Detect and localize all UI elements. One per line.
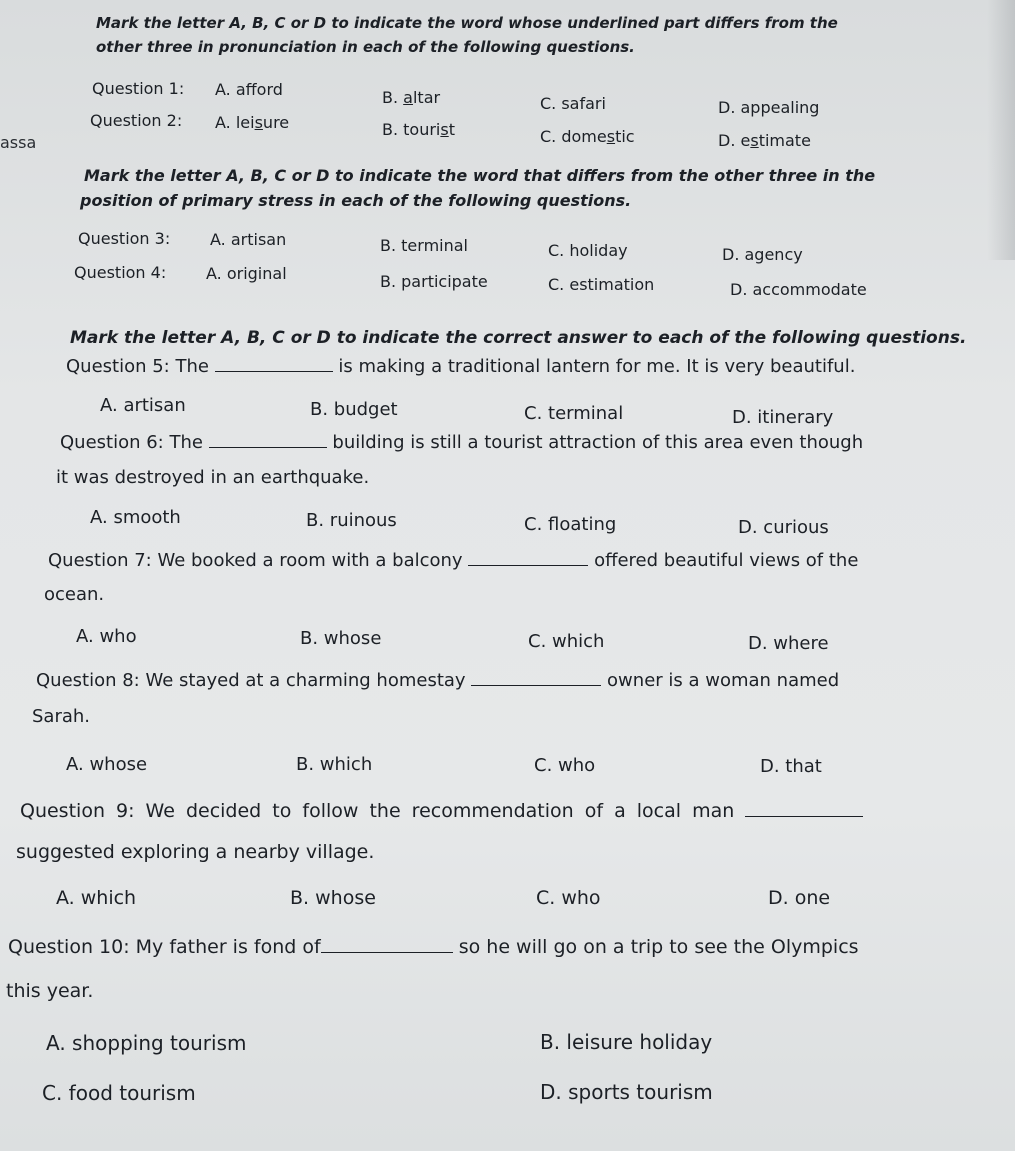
q3-option-c: C. holiday [548, 241, 628, 260]
question-9-stem: Question 9: We decided to follow the recommendation of a local man [20, 800, 863, 822]
q2-option-b: B. tourist [382, 120, 455, 139]
instruction-pronunciation-line2: other three in pronunciation in each of the following questions. [96, 38, 635, 56]
q7-option-b: B. whose [300, 628, 382, 649]
q10-option-c: C. food tourism [42, 1081, 196, 1105]
q10-option-d: D. sports tourism [540, 1080, 713, 1104]
q7-option-a: A. who [76, 626, 137, 647]
q8-option-d: D. that [760, 756, 822, 777]
q5-option-b: B. budget [310, 399, 398, 420]
instruction-stress-line2: position of primary stress in each of the following questions. [80, 191, 632, 210]
q6-option-c: C. floating [524, 514, 617, 535]
question-4-label: Question 4: [74, 263, 167, 282]
q9-option-d: D. one [768, 887, 831, 909]
question-6-stem: Question 6: The building is still a tourist attraction of this area even though [60, 432, 864, 453]
question-10-line2: this year. [6, 980, 94, 1002]
q3-option-b: B. terminal [380, 236, 468, 255]
question-7-line2: ocean. [44, 584, 105, 605]
question-1-label: Question 1: [92, 79, 185, 98]
q9-option-b: B. whose [290, 887, 376, 909]
q2-option-a: A. leisure [215, 113, 290, 132]
q5-option-d: D. itinerary [732, 407, 834, 428]
question-6-line2: it was destroyed in an earthquake. [56, 467, 370, 488]
question-7-stem: Question 7: We booked a room with a balcony offered beautiful views of the [48, 550, 859, 571]
q1-option-c: C. safari [540, 94, 606, 113]
question-8-stem: Question 8: We stayed at a charming homestay owner is a woman named [36, 670, 840, 691]
instruction-pronunciation-line1: Mark the letter A, B, C or D to indicate the word whose underlined part differs from the [96, 14, 838, 32]
q5-option-a: A. artisan [100, 395, 186, 416]
q9-option-c: C. who [536, 887, 601, 909]
q10-blank [321, 938, 453, 953]
q6-blank [209, 433, 327, 448]
q9-option-a: A. which [56, 887, 137, 909]
q8-option-b: B. which [296, 754, 373, 775]
q4-option-c: C. estimation [548, 275, 655, 294]
q4-option-b: B. participate [380, 272, 488, 291]
q8-option-a: A. whose [66, 754, 148, 775]
q6-option-d: D. curious [738, 517, 829, 538]
question-2-label: Question 2: [90, 111, 183, 130]
q10-option-a: A. shopping tourism [46, 1031, 247, 1055]
q3-option-a: A. artisan [210, 230, 287, 249]
question-3-label: Question 3: [78, 229, 171, 248]
q1-option-b: B. altar [382, 88, 441, 107]
q6-option-a: A. smooth [90, 507, 181, 528]
q1-option-d: D. appealing [718, 98, 820, 117]
q4-option-a: A. original [206, 264, 287, 283]
instruction-correct-answer: Mark the letter A, B, C or D to indicate the correct answer to each of the following questions. [70, 328, 967, 348]
q9-blank [745, 802, 863, 817]
q8-blank [471, 671, 601, 686]
q3-option-d: D. agency [722, 245, 803, 264]
q1-option-a: A. afford [215, 80, 283, 99]
q5-option-c: C. terminal [524, 403, 624, 424]
q2-option-d: D. estimate [718, 131, 811, 150]
question-9-line2: suggested exploring a nearby village. [16, 841, 375, 863]
q4-option-d: D. accommodate [730, 280, 867, 299]
q2-option-c: C. domestic [540, 127, 635, 146]
instruction-stress-line1: Mark the letter A, B, C or D to indicate the word that differs from the other three in the [84, 166, 876, 185]
q7-option-c: C. which [528, 631, 605, 652]
margin-clipped-text: assa [0, 133, 37, 152]
page-edge-shadow [987, 0, 1015, 260]
q10-option-b: B. leisure holiday [540, 1030, 713, 1054]
q8-option-c: C. who [534, 755, 596, 776]
q5-blank [215, 357, 333, 372]
q7-option-d: D. where [748, 633, 829, 654]
q7-blank [468, 551, 588, 566]
q6-option-b: B. ruinous [306, 510, 397, 531]
question-5-stem: Question 5: The is making a traditional lantern for me. It is very beautiful. [66, 356, 856, 377]
question-10-stem: Question 10: My father is fond of so he will go on a trip to see the Olympics [8, 936, 859, 958]
question-8-line2: Sarah. [32, 706, 91, 727]
